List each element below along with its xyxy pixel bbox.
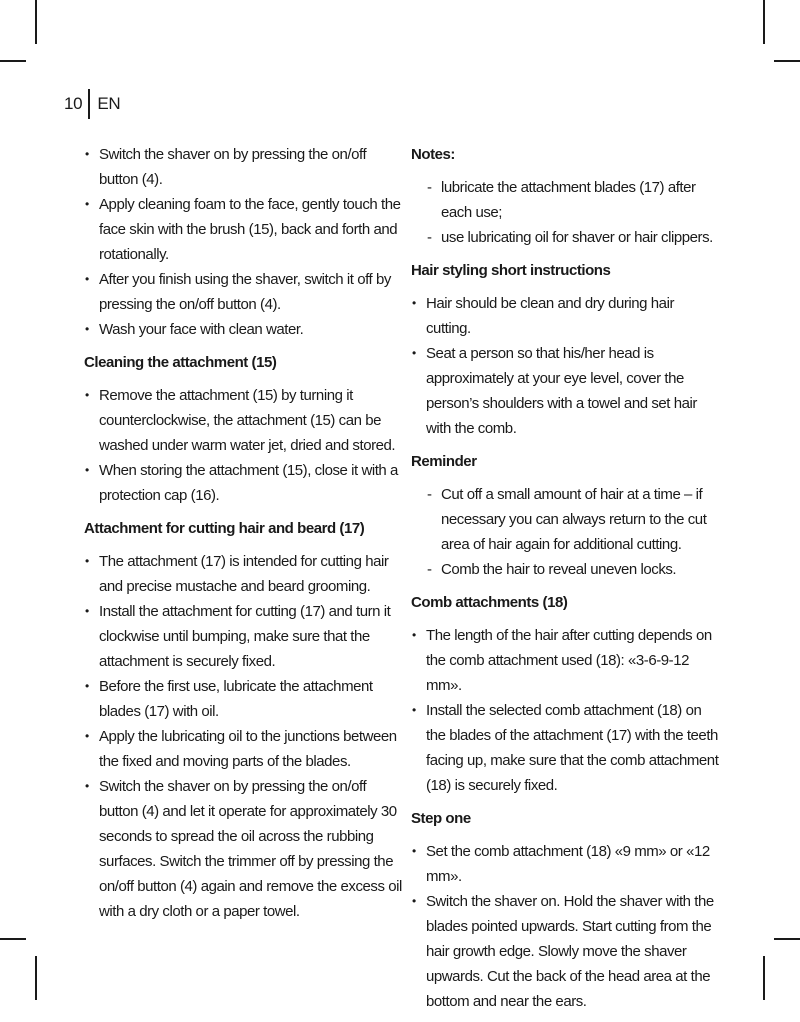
list-item: • Switch the shaver on by pressing the on/off button (4). [84,142,402,192]
left-column [84,142,402,932]
list-item: • Switch the shaver on. Hold the shaver with the blades pointed upwards. Start cutting from the hair growth edge. Slowly move the shaver upwards. Cut the back of the head area at the bottom and near the ears. [411,889,721,1014]
list-item: • Apply the lubricating oil to the junctions between the fixed and moving parts of the blades. [84,724,402,774]
list-item: • The attachment (17) is intended for cutting hair and precise mustache and beard grooming. [84,549,402,599]
crop-mark-bottom-left [35,956,37,1000]
right-column [411,142,721,1022]
section-heading-comb: Comb attachments (18) [411,594,568,611]
styling-list [411,291,721,441]
list-item: • Remove the attachment (15) by turning it counterclockwise, the attachment (15) can be washed under warm water jet, dried and stored. [84,383,402,458]
comb-list [411,623,721,798]
crop-mark-top-left [35,0,37,44]
list-item: • Apply cleaning foam to the face, gently touch the face skin with the brush (15), back and forth and rotationally. [84,192,402,267]
list-item: • The length of the hair after cutting depends on the comb attachment used (18): «3-6-9-12 mm». [411,623,721,698]
section-heading-reminder: Reminder [411,453,477,470]
crop-mark-bottom-right-h [774,938,800,940]
intro-list [84,142,402,342]
section-heading-step-one: Step one [411,810,471,827]
list-item: • When storing the attachment (15), close it with a protection cap (16). [84,458,402,508]
list-item: • Wash your face with clean water. [84,317,402,342]
list-item: • After you finish using the shaver, switch it off by pressing the on/off button (4). [84,267,402,317]
list-item: • Switch the shaver on by pressing the on/off button (4) and let it operate for approximately 30 seconds to spread the oil across the rubbing surfaces. Switch the trimmer off by pressing the on/off button (4) again and remove the excess oil with a dry cloth or a paper towel. [84,774,402,924]
list-item: - Comb the hair to reveal uneven locks. [426,557,721,582]
notes-list [411,175,721,250]
list-item: • Install the selected comb attachment (18) on the blades of the attachment (17) with the teeth facing up, make sure that the comb attachment (18) is securely fixed. [411,698,721,798]
page-header [64,88,120,120]
crop-mark-bottom-right [763,956,765,1000]
section-heading-cutting: Attachment for cutting hair and beard (17) [84,520,365,537]
list-item: • Set the comb attachment (18) «9 mm» or «12 mm». [411,839,721,889]
crop-mark-top-right [763,0,765,44]
list-item: • Before the first use, lubricate the attachment blades (17) with oil. [84,674,402,724]
list-item: • Seat a person so that his/her head is approximately at your eye level, cover the person’s shoulders with a towel and set hair with the comb. [411,341,721,441]
step-one-list [411,839,721,1014]
list-item: • Hair should be clean and dry during hair cutting. [411,291,721,341]
page-number: 10 [64,94,83,113]
cutting-list [84,549,402,924]
cleaning-list [84,383,402,508]
header-divider [88,89,90,119]
list-item: - lubricate the attachment blades (17) after each use; [426,175,721,225]
section-heading-styling: Hair styling short instructions [411,262,611,279]
crop-mark-bottom-left-h [0,938,26,940]
section-heading-notes: Notes: [411,146,455,163]
crop-mark-top-left-h [0,60,26,62]
reminder-list [411,482,721,582]
list-item: - use lubricating oil for shaver or hair clippers. [426,225,721,250]
crop-mark-top-right-h [774,60,800,62]
language-code: EN [97,94,121,113]
section-heading-cleaning: Cleaning the attachment (15) [84,354,277,371]
list-item: - Cut off a small amount of hair at a time – if necessary you can always return to the cut area of hair again for additional cutting. [426,482,721,557]
list-item: • Install the attachment for cutting (17) and turn it clockwise until bumping, make sure that the attachment is securely fixed. [84,599,402,674]
